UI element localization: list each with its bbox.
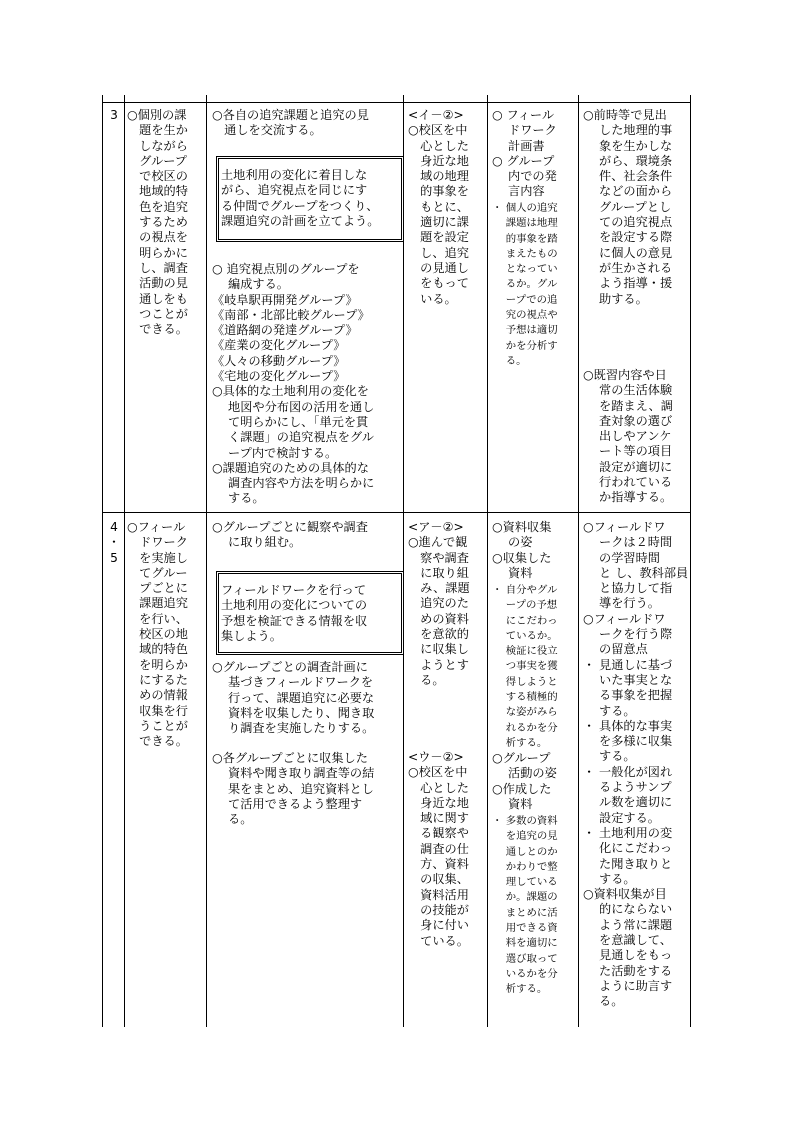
text-line: 身に付い <box>408 918 469 933</box>
text-line: の収集、 <box>408 872 469 887</box>
text-line: ドワーク <box>127 535 188 550</box>
text-line: 課題追究の計画を立てよう。 <box>221 213 380 228</box>
text-line: ○作成した <box>492 781 552 796</box>
text-line: 活動の見 <box>127 276 188 291</box>
text-line: 《南部・北部比較グループ》 <box>212 307 370 322</box>
text-line: る。 <box>583 994 624 1009</box>
text-line: ・ 多数の資料 <box>492 815 558 827</box>
text-line: て明らかにし、「単元を貫 <box>212 414 369 429</box>
row-4-5-activity-mid <box>212 660 374 736</box>
text-line: にこだわっ <box>492 614 558 627</box>
row-4-5-evaluation-method-c <box>492 751 557 812</box>
text-line: か指導する。 <box>583 490 673 505</box>
text-line: 《道路網の発達グループ》 <box>212 323 358 338</box>
text-line: 地域的特 <box>127 184 188 199</box>
row-3-guidance-bottom <box>583 368 673 506</box>
text-line: する。 <box>583 749 636 764</box>
text-line: る。 <box>492 354 527 367</box>
text-line: り調査を実施したりする。 <box>212 721 375 736</box>
text-line: 得しようと <box>492 675 558 688</box>
text-line: ○収集した <box>492 550 552 565</box>
text-line: 明らかに <box>127 245 188 260</box>
text-line: 土地利用の変化に着目しな <box>221 168 368 182</box>
text-line: を明らか <box>127 657 188 672</box>
text-line: の姿 <box>492 535 533 550</box>
text-line: ての追究視点 <box>583 215 673 230</box>
text-line: を追究の見 <box>492 830 558 843</box>
text-line: ○課題追究のための具体的な <box>212 460 369 475</box>
text-line: ○校区を中 <box>408 123 468 138</box>
row-3-evaluation-method-notes <box>492 201 558 369</box>
text-line: 校区の地 <box>127 627 188 642</box>
text-line: 通しをも <box>127 291 188 306</box>
text-line: て活用できるよう整理す <box>212 796 363 811</box>
text-line: ープの予想 <box>492 599 558 612</box>
text-line: の視点を <box>127 230 188 245</box>
text-line: 料を適切に <box>492 937 558 950</box>
text-line: る仲間でグループをつくり、 <box>221 198 379 213</box>
text-line: 3 <box>110 108 118 122</box>
text-line: 行われている <box>583 475 673 490</box>
text-line: が生かされる <box>583 260 673 275</box>
text-line: 言内容 <box>492 184 545 199</box>
text-line: ○ グループ <box>492 153 555 168</box>
text-line: ークは２時間 <box>583 535 673 550</box>
text-line: ○校区を中 <box>408 765 468 780</box>
text-line: <ア－②> <box>408 520 464 534</box>
text-line: 資料を収集したり、聞き取 <box>212 705 375 720</box>
text-line: をもって <box>408 276 469 291</box>
text-line: ○前時等で見出 <box>583 108 667 122</box>
text-line: と し、教科部員 <box>583 565 689 580</box>
text-line: を行い、 <box>127 611 188 626</box>
text-line: の留意点 <box>583 642 648 657</box>
text-line: な姿がみら <box>492 706 558 719</box>
text-line: つことが <box>127 306 188 321</box>
text-line: うことが <box>127 718 188 733</box>
text-line: 助する。 <box>583 291 648 306</box>
text-line: する。 <box>212 491 265 506</box>
text-line: 計画書 <box>492 138 545 153</box>
text-line: る。 <box>212 812 253 827</box>
text-line: の学習時間 <box>583 550 660 565</box>
text-line: 選び取って <box>492 952 558 965</box>
text-line: 的事象を <box>408 184 469 199</box>
table-border-right <box>690 95 691 1027</box>
text-line: ・ 土地利用の変 <box>583 825 673 840</box>
text-line: 析する。 <box>492 983 548 996</box>
text-line: ・ <box>107 535 121 550</box>
text-line: 域的特色 <box>127 642 188 657</box>
text-line: た活動をする <box>583 963 673 978</box>
text-line: まえたもの <box>492 247 558 260</box>
text-line: る。 <box>408 672 445 687</box>
text-line: に取り組 <box>408 565 469 580</box>
text-line: ○資料収集が目 <box>583 887 667 902</box>
text-line: 果をまとめ、追究資料とし <box>212 781 374 796</box>
text-line: 心とした <box>408 780 469 795</box>
text-line: ープでの追 <box>492 293 558 306</box>
text-line: ○フィールドワ <box>583 520 666 534</box>
text-line: 資料や聞き取り調査等の結 <box>212 766 375 781</box>
text-line: 調査内容や方法を明らかに <box>212 476 375 491</box>
row-4-5-guidance <box>583 520 688 1010</box>
row-4-5-evaluation-criteria-bottom <box>408 750 469 949</box>
text-line: 予想は適切 <box>492 324 558 337</box>
text-line: 予想を検証できる情報を収 <box>221 613 368 628</box>
text-line: 課題は地理 <box>492 217 558 230</box>
text-line: るか。グル <box>492 278 558 291</box>
text-line: ている。 <box>408 933 469 948</box>
text-line: するため <box>127 215 188 230</box>
text-line: <イ－②> <box>408 108 464 122</box>
text-line: 通しとのか <box>492 845 558 858</box>
text-line: 追究のた <box>408 596 469 611</box>
text-line: ○グループごとに観察や調査 <box>212 520 368 534</box>
text-line: 件、社会条件 <box>583 169 673 184</box>
text-line: めの資料 <box>408 611 469 626</box>
text-line: 理している <box>492 876 558 889</box>
text-line: 見通しをもっ <box>583 948 673 963</box>
text-line: ○フィール <box>127 520 186 534</box>
text-line: 導を行う。 <box>583 596 660 611</box>
text-line: 設定が適切に <box>583 459 673 474</box>
text-line: 題を生か <box>127 123 188 138</box>
text-line: み、課題 <box>408 581 470 596</box>
text-line: ているか。 <box>492 629 558 642</box>
text-line: る事象を把握 <box>583 688 673 703</box>
row-4-5-task-text <box>221 583 367 644</box>
row-4-5-number <box>103 520 125 566</box>
text-line: しながら <box>127 138 188 153</box>
text-line: <ウ－②> <box>408 750 464 764</box>
text-line: 基づきフィールドワークを <box>212 675 374 690</box>
row-4-5-evaluation-method-b <box>492 583 558 751</box>
text-line: する積極的 <box>492 691 558 704</box>
text-line: 出しやアンケ <box>583 429 672 444</box>
text-line: し、追究 <box>408 245 469 260</box>
row-3-task-text <box>221 168 379 229</box>
text-line: ○進んで観 <box>408 535 468 550</box>
row-4-5-activity-top <box>212 520 368 551</box>
text-line: 色を追究 <box>127 199 188 214</box>
text-line: れるかを分 <box>492 721 558 734</box>
text-line: プごとに <box>127 581 188 596</box>
text-line: を設定する際 <box>583 230 673 245</box>
text-line: 資料 <box>492 796 533 811</box>
row-3-activity-bottom <box>212 262 374 507</box>
text-line: よう常に課題 <box>583 917 673 932</box>
text-line: 設定する。 <box>583 810 660 825</box>
text-line: グループ <box>127 153 187 168</box>
text-line: 的事象を踏 <box>492 232 558 245</box>
text-line: 的にならない <box>583 902 673 917</box>
text-line: できる。 <box>127 322 188 337</box>
text-line: 土地利用の変化についての <box>221 598 368 613</box>
row-divider <box>102 512 691 513</box>
text-line: かわりで整 <box>492 860 558 873</box>
row-4-5-evaluation-method-a <box>492 520 551 581</box>
text-line: の見通し <box>408 260 469 275</box>
row-4-5-evaluation-criteria-top <box>408 520 470 688</box>
text-line: ・ 自分やグル <box>492 584 558 596</box>
column-divider <box>578 95 579 1027</box>
text-line: 編成する。 <box>212 277 289 292</box>
text-line: グループとし <box>583 199 672 214</box>
row-3-evaluation-criteria <box>408 108 469 307</box>
text-line: 常の生活体験 <box>583 383 673 398</box>
text-line: ドワーク <box>492 123 557 138</box>
text-line: かを分析す <box>492 339 558 352</box>
text-line: 査対象の選び <box>583 413 673 428</box>
text-line: を意識して、 <box>583 933 672 948</box>
text-line: ・ 一般化が図れ <box>583 764 673 779</box>
text-line: に個人の意見 <box>583 245 673 260</box>
text-line: 方、資料 <box>408 857 469 872</box>
text-line: もとに、 <box>408 199 469 214</box>
text-line: 資料活用 <box>408 887 469 902</box>
text-line: 察や調査 <box>408 550 469 565</box>
text-line: めの情報 <box>127 688 188 703</box>
text-line: 地図や分布図の活用を通し <box>212 399 375 414</box>
text-line: する。 <box>583 871 636 886</box>
text-line: ようとす <box>408 657 469 672</box>
text-line: 身近な地 <box>408 795 469 810</box>
text-line: ○ フィール <box>492 108 555 122</box>
text-line: フィールドワークを行って <box>221 583 367 597</box>
text-line: 域に関す <box>408 811 469 826</box>
text-line: 《岐阜駅再開発グループ》 <box>212 292 358 307</box>
text-line: 《宅地の変化グループ》 <box>212 369 346 384</box>
text-line: ークを行う際 <box>583 627 673 642</box>
text-line: 収集を行 <box>127 703 188 718</box>
row-3-guidance-top <box>583 108 672 307</box>
row-3-number <box>103 108 125 123</box>
text-line: 5 <box>110 550 118 565</box>
text-line: ○ 追究視点別のグループを <box>212 262 360 276</box>
text-line: ・ 具体的な事実 <box>583 718 673 733</box>
text-line: 行って、課題追究に必要な <box>212 690 375 705</box>
text-line: がら、追究視点を同じにす <box>221 183 368 198</box>
column-divider <box>487 95 488 1027</box>
column-divider <box>206 95 207 1027</box>
text-line: いる。 <box>408 291 457 306</box>
text-line: と協力して指 <box>583 581 673 596</box>
text-line: 内での発 <box>492 169 557 184</box>
text-line: した地理的事 <box>583 123 673 138</box>
text-line: いるかを分 <box>492 967 558 980</box>
text-line: ープ内で検討する。 <box>212 445 338 460</box>
text-line: まとめに活 <box>492 906 558 919</box>
text-line: るようサンプ <box>583 780 672 795</box>
text-line: し、調査 <box>127 260 188 275</box>
text-line: ○各自の追究課題と追究の見 <box>212 108 369 122</box>
text-line: 《産業の変化グループ》 <box>212 338 346 353</box>
text-line: ○フィールドワ <box>583 611 666 626</box>
text-line: を実施し <box>127 550 188 565</box>
text-line: となってい <box>492 263 558 276</box>
text-line: 活動の姿 <box>492 766 557 781</box>
text-line: よう指導・援 <box>583 276 673 291</box>
text-line: 域の地理 <box>408 169 469 184</box>
text-line: ○具体的な土地利用の変化を <box>212 384 369 399</box>
text-line: た聞き取りと <box>583 856 673 871</box>
text-line: を踏まえ、調 <box>583 398 673 413</box>
text-line: などの面から <box>583 184 673 199</box>
text-line: 4 <box>110 520 118 534</box>
text-line: く課題」の追究視点をグル <box>212 430 374 445</box>
text-line: を多様に収集 <box>583 734 673 749</box>
row-divider <box>102 102 691 103</box>
text-line: ○既習内容や日 <box>583 368 667 382</box>
text-line: る観察や <box>408 826 469 841</box>
text-line: 通しを交流する。 <box>212 123 322 138</box>
text-line: いた事実とな <box>583 672 673 687</box>
text-line: 資料 <box>492 565 533 580</box>
row-4-5-evaluation-method-d <box>492 814 558 998</box>
text-line: 用できる資 <box>492 922 558 935</box>
text-line: てグルー <box>127 565 188 580</box>
text-line: 化にこだわっ <box>583 841 673 856</box>
row-4-5-objective <box>127 520 188 749</box>
text-line: 《人々の移動グループ》 <box>212 353 346 368</box>
text-line: に収集し <box>408 642 469 657</box>
text-line: 集しよう。 <box>221 628 282 643</box>
row-3-objective <box>127 108 188 337</box>
text-line: ル数を適切に <box>583 795 673 810</box>
text-line: ○グループ <box>492 751 551 765</box>
text-line: 検証に役立 <box>492 645 558 658</box>
text-line: ○グループごとの調査計画に <box>212 660 368 674</box>
text-line: に取り組む。 <box>212 535 302 550</box>
text-line: か。課題の <box>492 891 558 904</box>
text-line: にするた <box>127 672 188 687</box>
text-line: 析する。 <box>492 736 548 749</box>
text-line: する。 <box>583 703 636 718</box>
text-line: つ事実を獲 <box>492 660 558 673</box>
text-line: 身近な地 <box>408 153 469 168</box>
text-line: 課題追究 <box>127 596 188 611</box>
row-3-activity-top <box>212 108 369 139</box>
text-line: で校区の <box>127 169 188 184</box>
text-line: 心とした <box>408 138 469 153</box>
text-line: 題を設定 <box>408 230 469 245</box>
text-line: ート等の項目 <box>583 444 673 459</box>
row-3-evaluation-method-head <box>492 108 557 200</box>
text-line: ように助言す <box>583 978 673 993</box>
row-4-5-activity-bottom <box>212 751 374 827</box>
text-line: ○個別の課 <box>127 108 187 122</box>
text-line: 調査の仕 <box>408 841 469 856</box>
text-line: を意欲的 <box>408 627 469 642</box>
text-line: 究の視点や <box>492 309 558 322</box>
text-line: ・ 個人の追究 <box>492 202 558 214</box>
text-line: 適切に課 <box>408 215 469 230</box>
text-line: がら、環境条 <box>583 153 673 168</box>
text-line: ○各グループごとに収集した <box>212 751 368 765</box>
text-line: の技能が <box>408 902 469 917</box>
text-line: できる。 <box>127 734 188 749</box>
text-line: ○資料収集 <box>492 520 552 534</box>
text-line: ・ 見通しに基づ <box>583 657 673 672</box>
text-line: 象を生かしな <box>583 138 673 153</box>
